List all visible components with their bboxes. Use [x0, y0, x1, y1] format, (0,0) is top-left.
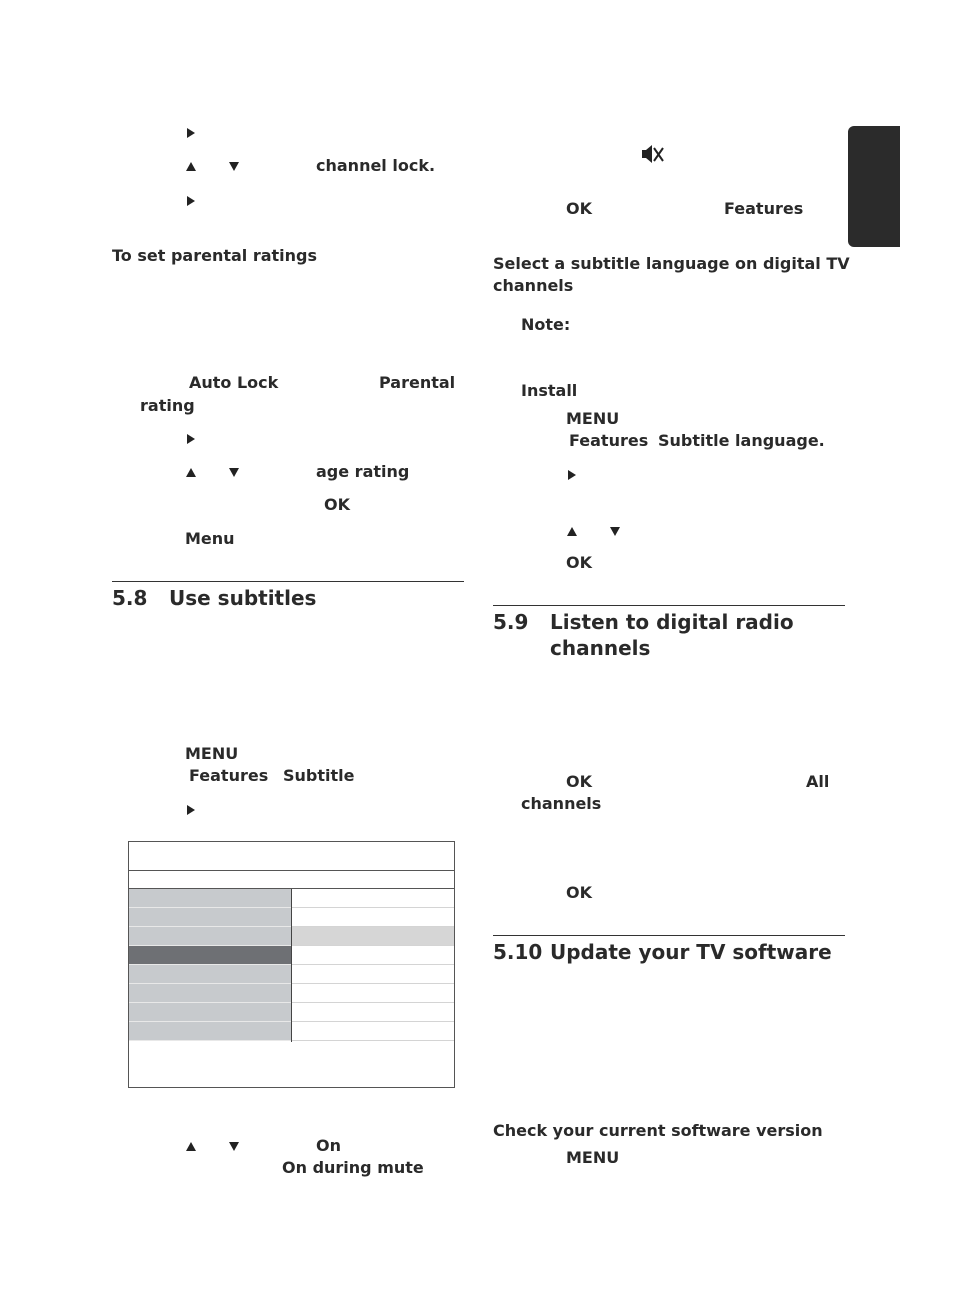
age-rating-label: age rating	[316, 462, 410, 481]
section-divider	[112, 581, 464, 582]
menu-right-row	[292, 1003, 454, 1022]
ok-label: OK	[324, 495, 350, 514]
tv-menu-illustration	[128, 841, 455, 1088]
arrow-right-icon	[187, 434, 195, 444]
menu-key-label: MENU	[566, 1148, 620, 1167]
arrow-up-icon	[186, 468, 196, 477]
arrow-right-icon	[187, 196, 195, 206]
on-during-mute-label: On during mute	[282, 1158, 424, 1177]
section-title-use-subtitles: Use subtitles	[169, 586, 317, 610]
menu-key-label: MENU	[566, 409, 620, 428]
arrow-down-icon	[229, 1142, 239, 1151]
auto-lock-label: Auto Lock	[189, 373, 279, 392]
rating-label: rating	[140, 396, 195, 415]
menu-left-row	[129, 1003, 291, 1022]
on-option-label: On	[316, 1136, 341, 1155]
parental-label: Parental	[379, 373, 456, 392]
section-number-5-8: 5.8	[112, 586, 148, 610]
section-number-5-10: 5.10	[493, 940, 543, 964]
section-divider	[493, 605, 845, 606]
menu-right-row	[292, 908, 454, 927]
arrow-down-icon	[610, 527, 620, 536]
arrow-up-icon	[186, 1142, 196, 1151]
section-title-digital-radio-line1: Listen to digital radio	[550, 610, 794, 634]
section-title-update-software: Update your TV software	[550, 940, 832, 964]
arrow-up-icon	[567, 527, 577, 536]
note-label: Note:	[521, 315, 571, 334]
menu-left-row-selected	[129, 946, 291, 965]
menu-left-row	[129, 889, 291, 908]
mute-speaker-icon	[640, 144, 666, 164]
features-label: Features	[569, 431, 649, 450]
menu-right-row	[292, 889, 454, 908]
ok-label: OK	[566, 772, 592, 791]
digital-subtitle-heading-line2: channels	[493, 276, 574, 295]
arrow-up-icon	[186, 162, 196, 171]
arrow-right-icon	[187, 128, 195, 138]
parental-ratings-heading: To set parental ratings	[112, 246, 318, 265]
arrow-right-icon	[187, 805, 195, 815]
menu-left-row	[129, 927, 291, 946]
menu-left-row	[129, 1022, 291, 1041]
menu-title-divider	[129, 870, 454, 871]
install-label: Install	[521, 381, 578, 400]
language-edge-tab	[848, 126, 900, 247]
menu-key-label: MENU	[185, 744, 239, 763]
menu-right-row-highlighted	[292, 927, 454, 946]
menu-label: Menu	[185, 529, 235, 548]
subtitle-language-label: Subtitle language.	[658, 431, 825, 450]
menu-right-row	[292, 984, 454, 1003]
ok-label: OK	[566, 199, 592, 218]
check-software-heading: Check your current software version	[493, 1121, 823, 1140]
arrow-down-icon	[229, 162, 239, 171]
section-number-5-9: 5.9	[493, 610, 529, 634]
section-divider	[493, 935, 845, 936]
subtitle-label: Subtitle	[283, 766, 355, 785]
menu-left-row	[129, 908, 291, 927]
features-label: Features	[724, 199, 804, 218]
menu-left-row	[129, 984, 291, 1003]
arrow-down-icon	[229, 468, 239, 477]
menu-right-row	[292, 946, 454, 965]
menu-left-row	[129, 965, 291, 984]
ok-label: OK	[566, 553, 592, 572]
digital-subtitle-heading-line1: Select a subtitle language on digital TV	[493, 254, 850, 273]
all-label: All	[806, 772, 830, 791]
channel-lock-label: channel lock.	[316, 156, 436, 175]
section-title-digital-radio-line2: channels	[550, 636, 651, 660]
menu-column-separator	[291, 889, 292, 1042]
menu-right-row	[292, 1022, 454, 1041]
features-label: Features	[189, 766, 269, 785]
arrow-right-icon	[568, 470, 576, 480]
channels-label: channels	[521, 794, 602, 813]
ok-label: OK	[566, 883, 592, 902]
menu-right-row	[292, 965, 454, 984]
